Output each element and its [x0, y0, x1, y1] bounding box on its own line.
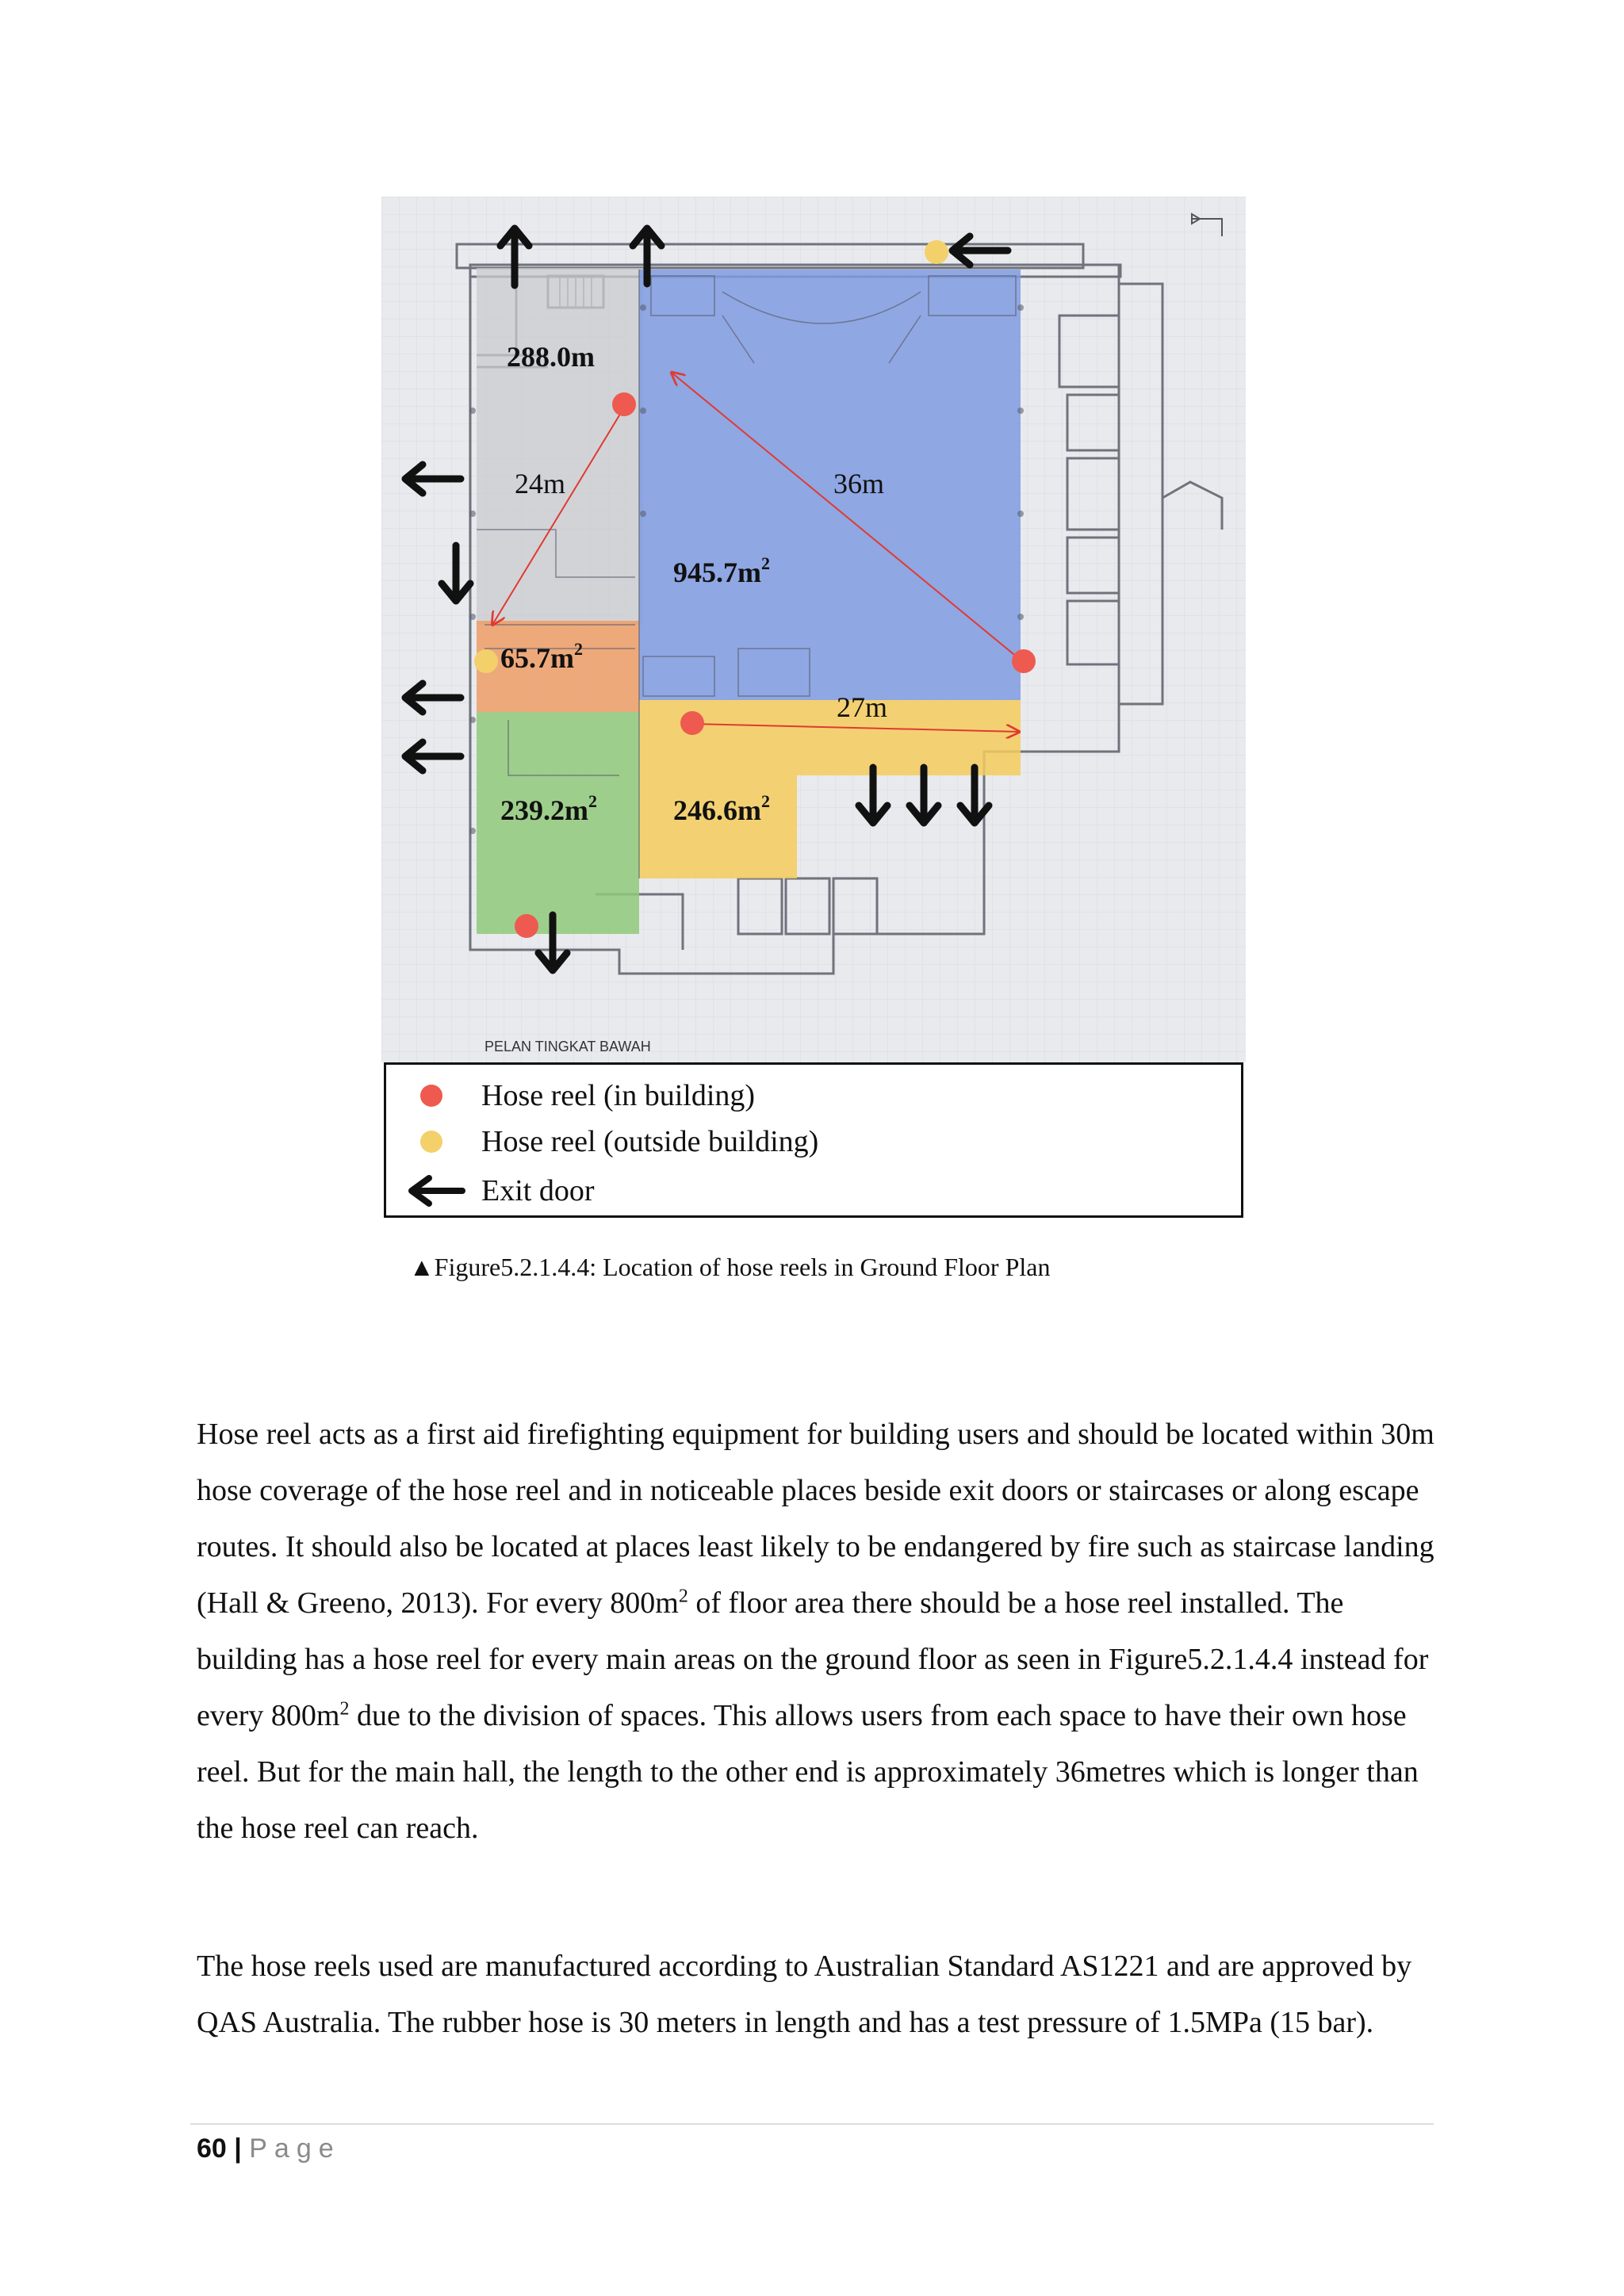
legend-label: Hose reel (in building) [481, 1079, 756, 1112]
area-label-246: $246.6m^2$ [673, 791, 770, 826]
hose-reel-in-1 [612, 392, 636, 416]
hose-reel-out-1 [474, 649, 498, 673]
page-footer [197, 2131, 341, 2166]
hose-reel-out-2 [925, 240, 948, 264]
legend-item-hose-in [386, 1073, 1241, 1120]
caption-text: Figure5.2.1.4.4: Location of hose reels in Ground Floor Plan [434, 1253, 1051, 1281]
legend-label: Exit door [481, 1174, 595, 1207]
distance-label-36: 36m [833, 468, 885, 499]
area-label-945: $945.7m^2$ [673, 553, 770, 588]
zone-grey-288 [477, 268, 643, 625]
red-dot-icon [418, 1082, 445, 1109]
page-label: Page [249, 2133, 341, 2164]
area-label-239: $239.2m^2$ [500, 791, 597, 826]
distance-label-24: 24m [515, 468, 566, 499]
legend-label: Hose reel (outside building) [481, 1125, 819, 1158]
paragraph-hose-reel-location: Hose reel acts as a first aid firefighting equipment for building users and should be located within 30m hose coverage of the hose reel and in noticeable places beside exit doors or staircases or along escape routes. It should also be located at places least likely to be endangered by fire such as staircase landing (Hall & Greeno, 2013). For every $800m^2$ of floor area there should be a hose reel installed. The building has a hose reel for every main areas on the ground floor as seen in Figure5.2.1.4.4 instead for every $800m^2$ due to the division of spaces. This allows users from each space to have their own hose reel. But for the main hall, the length to the other end is approximately 36metres which is longer than the hose reel can reach. [197, 1418, 1434, 1845]
area-label-288: 288.0m [507, 341, 595, 373]
footer-separator: | [234, 2133, 242, 2164]
triangle-icon: ▲ [409, 1253, 435, 1281]
legend-item-hose-out [386, 1119, 1241, 1166]
paragraph-hose-reel-standard: The hose reels used are manufactured according to Australian Standard AS1221 and are approved by QAS Australia. The rubber hose is 30 meters in length and has a test pressure of 1.5MPa (15 bar). [197, 1950, 1412, 2039]
figure-legend [384, 1062, 1243, 1218]
hose-reel-in-2 [1012, 649, 1036, 673]
legend-item-exit [386, 1168, 1241, 1215]
floor-plan-drawing [381, 197, 1246, 1062]
floor-plan-figure [381, 197, 1246, 1062]
footer-divider [190, 2123, 1434, 2125]
figure-caption [409, 1251, 1050, 1283]
zone-hall-945 [639, 270, 1021, 700]
hose-reel-in-3 [680, 711, 704, 735]
area-label-65: $65.7m^2$ [500, 639, 583, 674]
arrow-left-icon [404, 1173, 467, 1209]
distance-label-27: 27m [837, 691, 888, 723]
yellow-dot-icon [418, 1128, 445, 1155]
page-number: 60 [197, 2133, 227, 2164]
hose-reel-in-4 [515, 914, 538, 938]
plan-title: PELAN TINGKAT BAWAH [485, 1039, 651, 1054]
